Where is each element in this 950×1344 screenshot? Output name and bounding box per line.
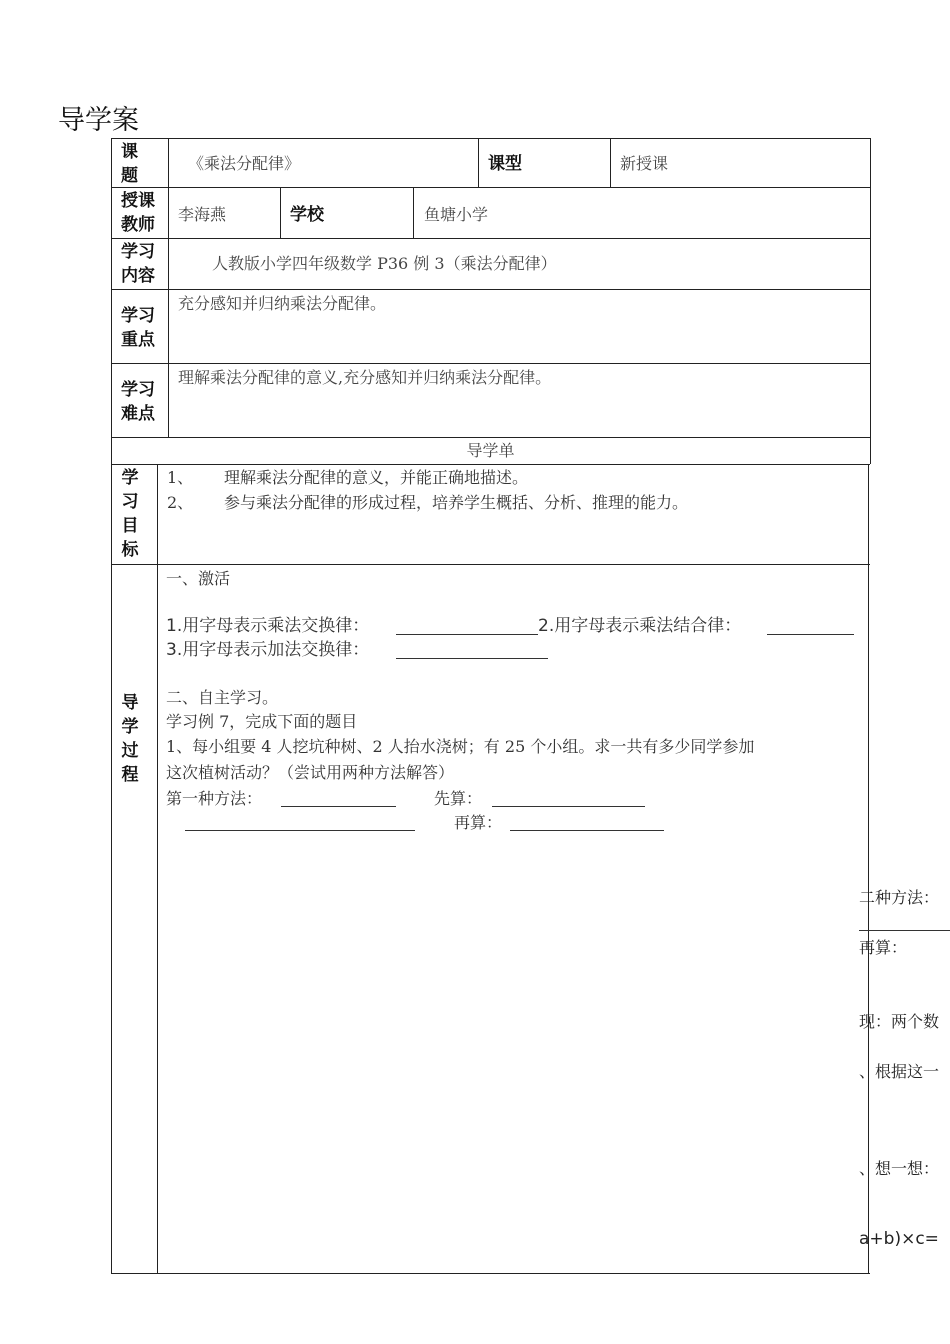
method-1-label: 第一种方法： <box>166 789 263 808</box>
objective-2-text: 参与乘法分配律的形成过程，培养学生概括、分析、推理的能力。 <box>224 493 689 512</box>
school-value: 鱼塘小学 <box>424 205 489 224</box>
document-title: 导学案 <box>58 105 139 136</box>
question-3: 3.用字母表示加法交换律： <box>166 640 370 660</box>
content-value: 人教版小学四年级数学 P36 例 3（乘法分配律） <box>212 254 557 273</box>
type-label: 课型 <box>488 154 522 174</box>
method-2-label: 二种方法： <box>859 888 940 907</box>
then-calc-2-label: 再算： <box>859 938 908 957</box>
found-text: 现：两个数 <box>859 1012 940 1031</box>
method-1-second-blank[interactable] <box>185 830 415 831</box>
topic-label: 课题 <box>121 142 138 186</box>
process-label: 导学过程 <box>121 693 139 785</box>
formula-text: a+b)×c= <box>859 1229 939 1249</box>
objectives-label: 学习目标 <box>121 468 139 560</box>
according-text: 、根据这一 <box>859 1062 940 1081</box>
key-value: 充分感知并归纳乘法分配律。 <box>178 294 387 313</box>
question-1: 1.用字母表示乘法交换律： <box>166 616 370 636</box>
self-study-heading: 二、自主学习。 <box>166 688 279 707</box>
objective-2-number: 2、 <box>167 493 194 512</box>
problem-line-2: 这次植树活动？（尝试用两种方法解答） <box>166 763 455 782</box>
school-label: 学校 <box>290 205 324 225</box>
teacher-value: 李海燕 <box>178 205 227 224</box>
method-1-blank[interactable] <box>281 806 396 807</box>
then-calc-label: 再算： <box>454 813 503 832</box>
think-text: 、想一想： <box>859 1159 940 1178</box>
objective-1-text: 理解乘法分配律的意义，并能正确地描述。 <box>224 468 529 487</box>
question-2-blank[interactable] <box>767 634 854 635</box>
method-2-blank[interactable] <box>859 930 950 931</box>
first-calc-blank[interactable] <box>492 806 645 807</box>
first-calc-label: 先算： <box>434 789 483 808</box>
difficult-value: 理解乘法分配律的意义,充分感知并归纳乘法分配律。 <box>178 368 552 387</box>
topic-value: 《乘法分配律》 <box>188 154 301 173</box>
type-value: 新授课 <box>620 154 669 173</box>
key-label: 学习重点 <box>121 306 155 350</box>
study-intro: 学习例 7，完成下面的题目 <box>166 712 358 731</box>
objective-1-number: 1、 <box>167 468 194 487</box>
question-3-blank[interactable] <box>396 658 548 659</box>
content-label: 学习内容 <box>121 242 155 286</box>
difficult-label: 学习难点 <box>121 380 155 424</box>
problem-line-1: 1、每小组要 4 人挖坑种树、2 人抬水浇树；有 25 个小组。求一共有多少同学参加 <box>166 737 755 756</box>
question-1-blank[interactable] <box>396 634 538 635</box>
teacher-label: 授课教师 <box>121 191 155 235</box>
question-2: 2.用字母表示乘法结合律： <box>538 616 742 636</box>
worksheet-title: 导学单 <box>466 441 515 460</box>
then-calc-blank[interactable] <box>510 830 664 831</box>
activate-heading: 一、激活 <box>166 569 231 588</box>
